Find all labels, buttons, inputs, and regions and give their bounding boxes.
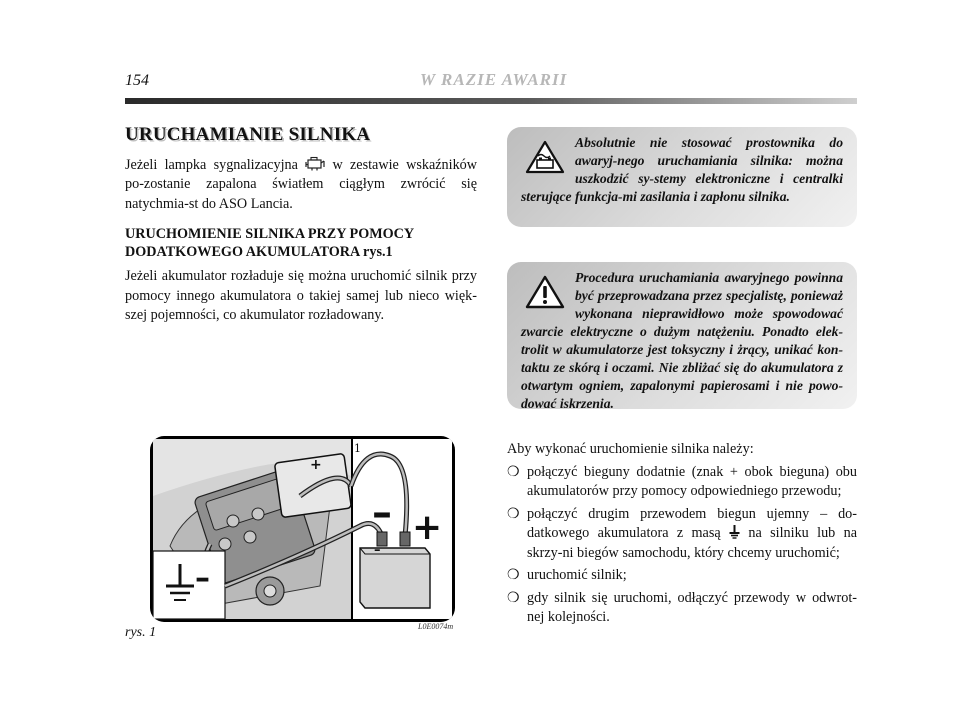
battery-minus-mark: – — [374, 543, 381, 558]
list-item — [507, 505, 857, 564]
big-minus-label: – — [372, 490, 392, 536]
list-item — [507, 589, 857, 628]
steps-intro: Aby wykonać uruchomienie silnika należy: — [507, 441, 754, 457]
battery-warning-icon — [525, 140, 565, 174]
warning-text: Absolutnie nie stosować prostownika do awaryj-nego uruchamiania silnika: można uszkodzić sy-stemy elektroniczne i centralki sterujące funkcja-mi zasilania i zapłonu silnika. — [521, 135, 843, 204]
list-item-text: na silniku lub na skrzy-ni biegów samochodu, który chcemy uruchomić; — [527, 525, 858, 561]
battery-plus-label: + — [310, 457, 322, 473]
page-number: 154 — [125, 72, 149, 89]
subheading-jump-start: URUCHOMIENIE SILNIKA PRZY POMOCY DODATKOWEGO AKUMULATORA rys.1 — [125, 226, 414, 260]
big-plus-label: + — [412, 507, 443, 548]
list-item-text: połączyć drugim przewodem biegun ujemny – do-datkowego akumulatora z masą — [527, 505, 857, 541]
list-item — [507, 463, 857, 502]
bullet-icon: ❍ — [507, 590, 520, 606]
section-title: W RAZIE AWARII — [420, 70, 568, 89]
bullet-icon: ❍ — [507, 506, 520, 522]
steps-list — [507, 463, 857, 628]
callout-number: 1 — [354, 442, 361, 455]
hazard-triangle-icon — [525, 275, 565, 309]
left-column — [125, 125, 477, 337]
ground-minus-label: – — [195, 561, 210, 596]
figure-code: L0E0074m — [418, 622, 454, 631]
paragraph-jump-start: Jeżeli akumulator rozładuje się można uruchomić silnik przy pomocy innego akumulatora o takiej samej lub nieco więk-szej pojemności, co akumulator rozładowany. — [125, 268, 477, 323]
right-column — [507, 440, 857, 631]
bullet-icon: ❍ — [507, 464, 520, 480]
warning-box-procedure — [507, 262, 857, 409]
list-item-text: gdy silnik się uruchomi, odłączyć przewody w odwrot-nej kolejności. — [527, 589, 857, 625]
page-title: URUCHAMIANIE SILNIKA — [125, 124, 371, 145]
engine-warning-icon — [305, 155, 325, 172]
list-item — [507, 566, 857, 586]
ground-icon — [729, 525, 740, 539]
bullet-icon: ❍ — [507, 568, 520, 583]
header-rule — [125, 98, 857, 104]
list-item-text: uruchomić silnik; — [527, 567, 627, 583]
warning-box-charger — [507, 127, 857, 227]
paragraph-warning-lamp — [125, 155, 477, 215]
paragraph-text: w zestawie wskaźników po-zostanie zapalona światłem ciągłym zwrócić się natychmia-st do ASO Lancia. — [125, 156, 478, 212]
list-item-text: połączyć bieguny dodatnie (znak + obok bieguna) obu akumulatorów przy pomocy odpowiedniego przewodu; — [527, 463, 857, 499]
figure-jump-start — [150, 436, 455, 622]
warning-text: Procedura uruchamiania awaryjnego powinna być przeprowadzana przez specjalistę, ponieważ wykonana nieprawidłowo może spowodować zwarcie elektryczne o dużym natężeniu. Ponadto elek-trolit w akumulatorze jest toksyczny i żrący, unikać kon-taktu ze skórą i oczami. Nie zbliżać się do akumulatora z otwartym ogniem, zapalonymi papierosami i nie powo-dować iskrzenia. — [521, 270, 843, 411]
paragraph-text: Jeżeli lampka sygnalizacyjna — [125, 156, 298, 173]
figure-caption: rys. 1 — [125, 625, 157, 640]
